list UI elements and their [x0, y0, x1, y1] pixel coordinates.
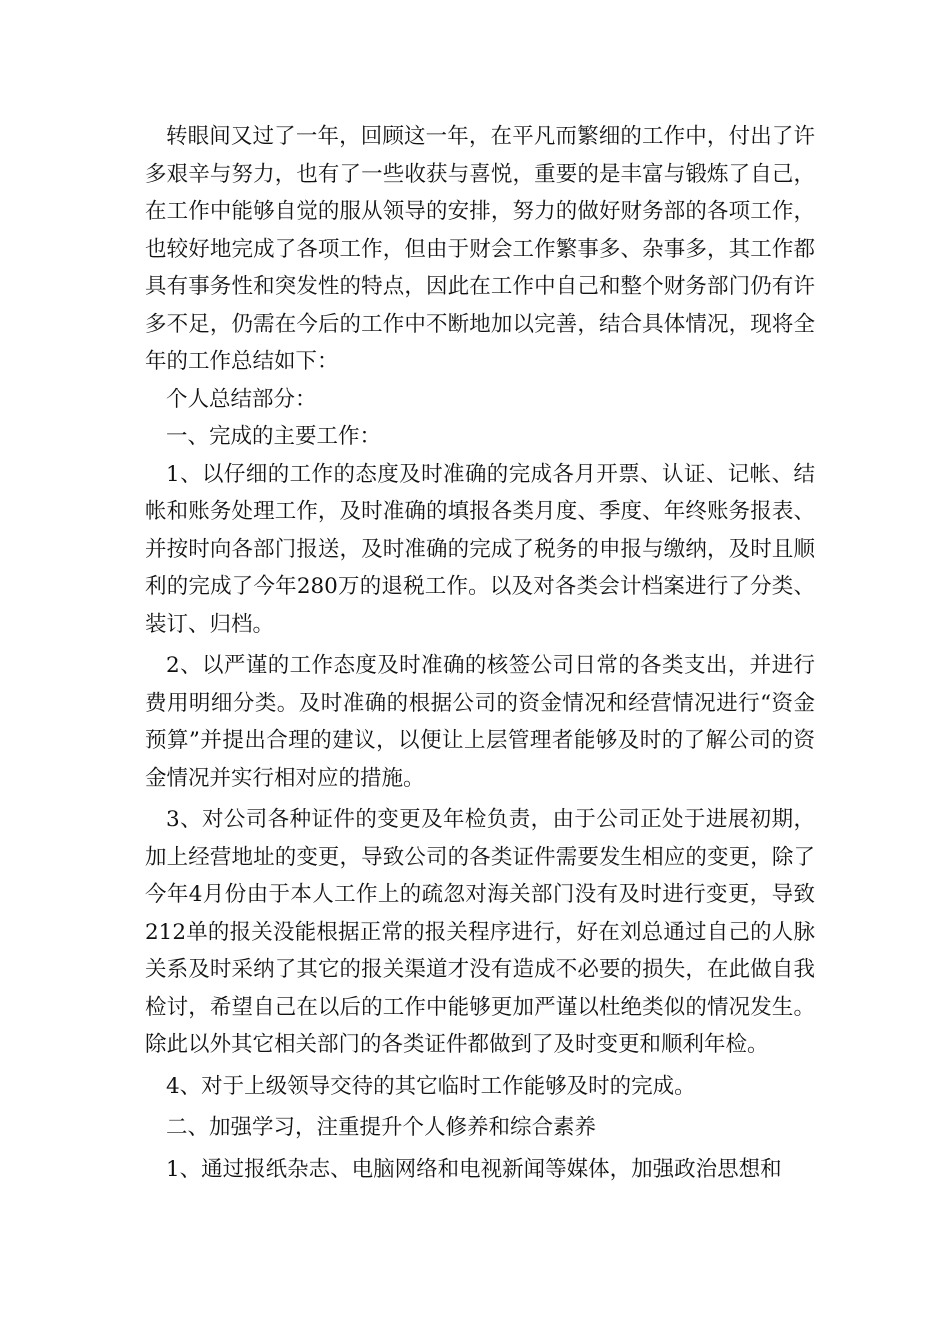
work-item-paragraph: 2、以严谨的工作态度及时准确的核签公司日常的各类支出，并进行费用明细分类。及时准确的根据公司的资金情况和经营情况进行“资金预算”并提出合理的建议，以便让上层管理者能够及时的了解公司的资金情况并实行相对应的措施。 [145, 653, 815, 791]
work-item-paragraph: 4、对于上级领导交待的其它临时工作能够及时的完成。 [166, 1073, 696, 1099]
study-item-paragraph: 1、通过报纸杂志、电脑网络和电视新闻等媒体，加强政治思想和 [166, 1156, 782, 1182]
section-heading-main-work: 一、完成的主要工作： [166, 424, 382, 449]
section-heading-personal-summary: 个人总结部分： [166, 386, 317, 412]
intro-paragraph: 转眼间又过了一年，回顾这一年，在平凡而繁细的工作中，付出了许多艰辛与努力，也有了一些收获与喜悦，重要的是丰富与锻炼了自己，在工作中能够自觉的服从领导的安排，努力的做好财务部的各项工作，也较好地完成了各项工作，但由于财会工作繁事多、杂事多，其工作都具有事务性和突发性的特点，因此在工作中自己和整个财务部门仍有许多不足，仍需在今后的工作中不断地加以完善，结合具体情况，现将全年的工作总结如下： [145, 124, 815, 374]
document-body [145, 118, 815, 1188]
work-item-paragraph: 3、对公司各种证件的变更及年检负责，由于公司正处于进展初期，加上经营地址的变更，导致公司的各类证件需要发生相应的变更，除了今年4月份由于本人工作上的疏忽对海关部门没有及时进行变更，导致212单的报关没能根据正常的报关程序进行，好在刘总通过自己的人脉关系及时采纳了其它的报关渠道才没有造成不必要的损失，在此做自我检讨，希望自己在以后的工作中能够更加严谨以杜绝类似的情况发生。除此以外其它相关部门的各类证件都做到了及时变更和顺利年检。 [145, 807, 815, 1057]
section-heading-study: 二、加强学习，注重提升个人修养和综合素养 [166, 1115, 597, 1140]
work-item-paragraph: 1、以仔细的工作的态度及时准确的完成各月开票、认证、记帐、结帐和账务处理工作，及时准确的填报各类月度、季度、年终账务报表、并按时向各部门报送，及时准确的完成了税务的申报与缴纳，及时且顺利的完成了今年280万的退税工作。以及对各类会计档案进行了分类、装订、归档。 [145, 461, 815, 637]
